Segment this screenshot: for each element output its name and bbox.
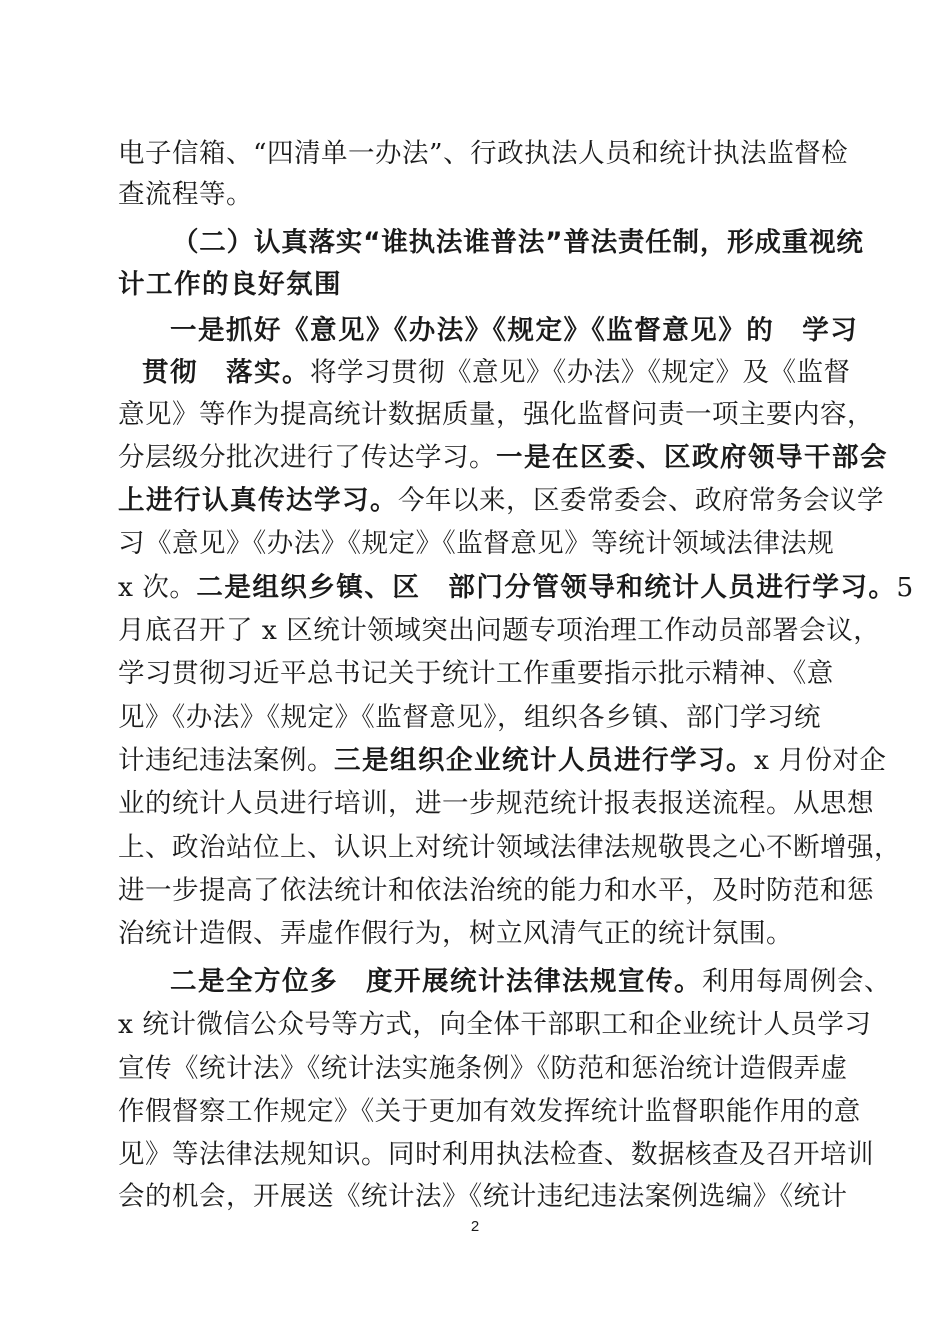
- text-segment: x 次。: [118, 572, 197, 603]
- subsection-heading: 一是抓好《意见》《办法》《规定》《监督意见》的 学习: [170, 315, 859, 346]
- body-text-line: [118, 871, 874, 911]
- body-text-line: [118, 1092, 861, 1132]
- bold-lead-text: 二是组织乡镇、区 部门分管领导和统计人员进行学习。: [196, 572, 897, 603]
- body-text-line: [170, 962, 891, 1002]
- text-segment: 意见》等作为提高统计数据质量，强化监督问责一项主要内容，: [118, 399, 874, 430]
- body-text-line: [118, 438, 888, 478]
- body-text-line: [118, 568, 914, 608]
- text-segment: x 月份对企: [754, 745, 887, 776]
- text-segment: 业的统计人员进行培训，进一步规范统计报表报送流程。从思想: [118, 788, 874, 819]
- body-text-line: [118, 784, 874, 824]
- page-number: 2: [470, 1218, 480, 1235]
- section-heading-line: [118, 265, 840, 305]
- bold-lead-text: 贯彻 落实。: [142, 357, 310, 388]
- text-segment: 分层级分批次进行了传达学习。: [118, 442, 496, 473]
- bold-lead-text: 一是在区委、区政府领导干部会: [496, 442, 888, 473]
- body-text-line: [118, 134, 849, 174]
- body-text-line: [118, 395, 874, 435]
- body-text-line: [118, 1177, 848, 1217]
- body-text-line: [118, 611, 881, 651]
- section-heading-line: [172, 223, 864, 263]
- text-segment: 月底召开了 x 区统计领域突出问题专项治理工作动员部署会议，: [118, 615, 881, 646]
- body-text-line: [118, 828, 901, 868]
- text-segment: 治统计造假、弄虚作假行为，树立风清气正的统计氛围。: [118, 918, 793, 949]
- body-text-line: [118, 914, 840, 954]
- text-segment: 见》《办法》《规定》《监督意见》，组织各乡镇、部门学习统: [118, 702, 821, 733]
- text-segment: 将学习贯彻《意见》《办法》《规定》及《监督: [310, 357, 851, 388]
- subsection-heading-line: [170, 311, 892, 351]
- text-segment: 学习贯彻习近平总书记关于统计工作重要指示批示精神、《意: [118, 658, 834, 689]
- text-segment: 计违纪违法案例。: [118, 745, 334, 776]
- bold-lead-text: 三是组织企业统计人员进行学习。: [334, 745, 754, 776]
- body-text-line: [118, 524, 840, 564]
- text-segment: 会的机会，开展送《统计法》《统计违纪违法案例选编》《统计: [118, 1181, 848, 1212]
- text-segment: 习《意见》《办法》《规定》《监督意见》等统计领域法律法规: [118, 528, 835, 559]
- text-segment: x 统计微信公众号等方式，向全体干部职工和企业统计人员学习: [118, 1009, 872, 1040]
- text-segment: 上、政治站位上、认识上对统计领域法律法规敬畏之心不断增强，: [118, 832, 901, 863]
- bold-lead-text: 上进行认真传达学习。: [118, 485, 398, 516]
- body-text-line: [118, 1005, 872, 1045]
- body-text-line: [118, 175, 840, 215]
- text-segment: 5: [896, 572, 914, 603]
- body-text-line: [118, 1049, 848, 1089]
- text-segment: 今年以来，区委常委会、政府常务会议学: [398, 485, 884, 516]
- body-text-line: [118, 741, 887, 781]
- text-segment: 电子信箱、“四清单一办法”、行政执法人员和统计执法监督检: [118, 138, 849, 169]
- subsection-heading: 二是全方位多 度开展统计法律法规宣传。: [170, 966, 702, 997]
- body-text-line: [118, 698, 840, 738]
- text-segment: 宣传《统计法》《统计法实施条例》《防范和惩治统计造假弄虚: [118, 1053, 848, 1084]
- text-segment: 查流程等。: [118, 179, 253, 210]
- section-heading: （二）认真落实“谁执法谁普法”普法责任制，形成重视统: [172, 227, 864, 258]
- body-text-line: [118, 654, 840, 694]
- section-heading: 计工作的良好氛围: [118, 269, 342, 300]
- text-segment: 见》等法律法规知识。同时利用执法检查、数据核查及召开培训: [118, 1139, 874, 1170]
- text-segment: 进一步提高了依法统计和依法治统的能力和水平，及时防范和惩: [118, 875, 874, 906]
- body-text-line: [142, 353, 864, 393]
- body-text-line: [118, 481, 884, 521]
- text-segment: 利用每周例会、: [702, 966, 891, 997]
- body-text-line: [118, 1135, 874, 1175]
- text-segment: 作假督察工作规定》《关于更加有效发挥统计监督职能作用的意: [118, 1096, 861, 1127]
